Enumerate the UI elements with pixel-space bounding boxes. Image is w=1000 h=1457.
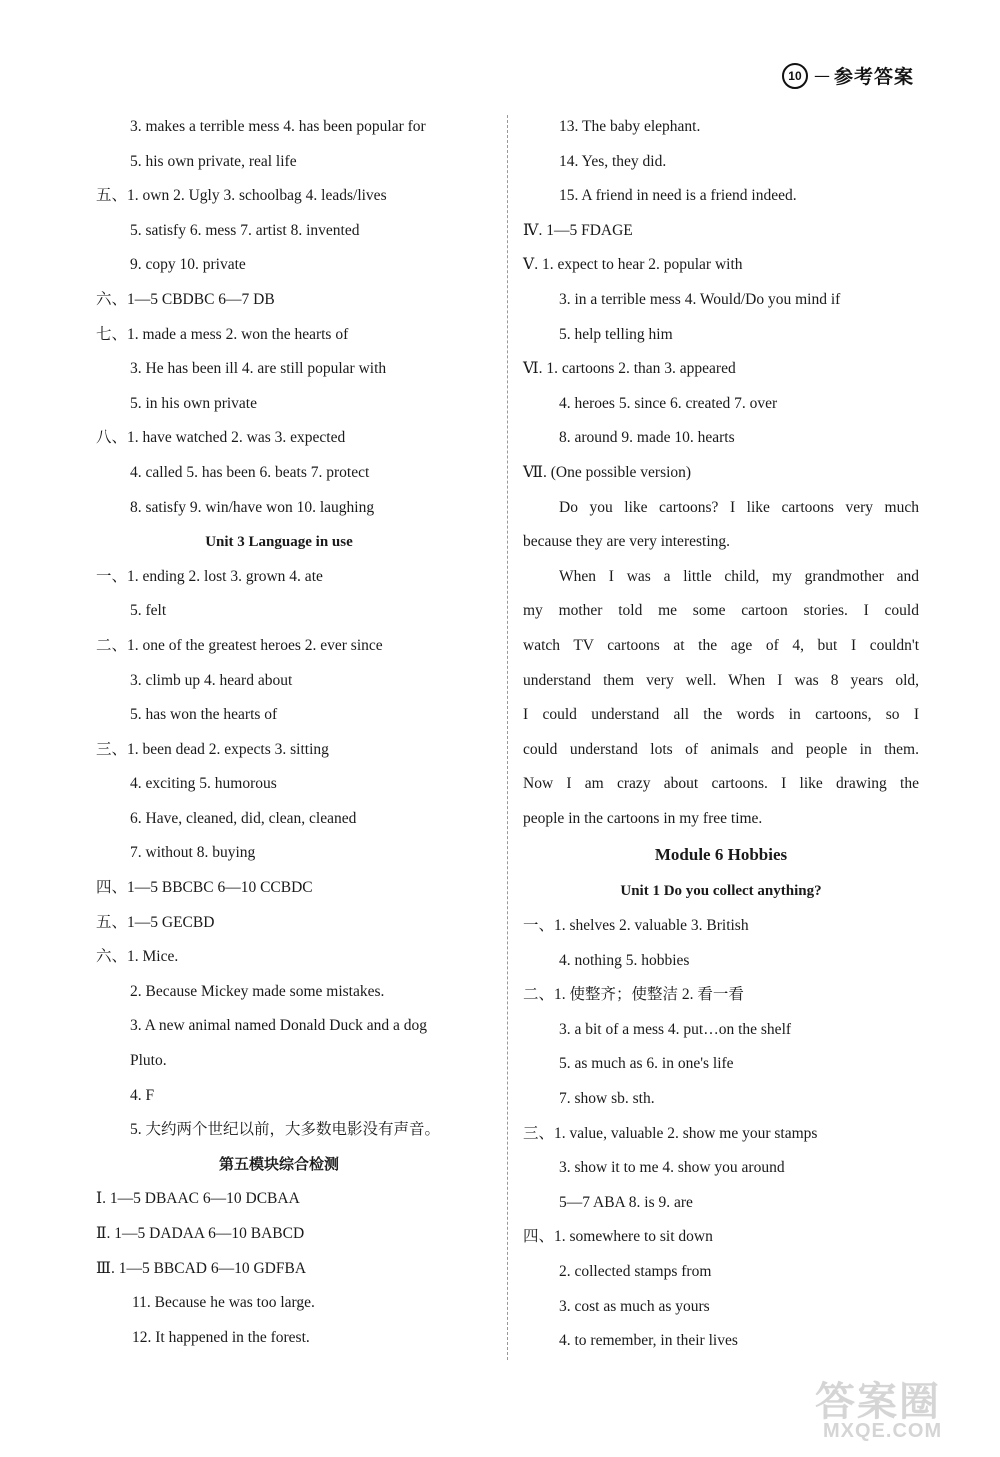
answer-line: 三、1. value, valuable 2. show me your stamps xyxy=(523,1124,818,1142)
answer-line: 7. show sb. sth. xyxy=(559,1090,655,1108)
answer-line: 4. nothing 5. hobbies xyxy=(559,951,690,969)
page-title: 参考答案 xyxy=(833,66,914,88)
answer-line: 13. The baby elephant. xyxy=(559,118,701,135)
watermark-logo xyxy=(785,1370,975,1450)
answer-line: Ⅵ. 1. cartoons 2. than 3. appeared xyxy=(523,360,736,378)
answer-line: 四、1. somewhere to sit down xyxy=(523,1228,713,1246)
answer-line: 一、1. shelves 2. valuable 3. British xyxy=(523,917,749,935)
answer-line: Do you like cartoons? I like cartoons very much xyxy=(559,498,919,516)
page-header xyxy=(782,62,914,89)
answer-line: 5. felt xyxy=(130,602,167,620)
answer-line: 2. Because Mickey made some mistakes. xyxy=(130,982,385,1000)
section-heading: 第五模块综合检测 xyxy=(218,1156,339,1173)
answer-line: 14. Yes, they did. xyxy=(559,152,667,170)
answer-line: 3. in a terrible mess 4. Would/Do you mind if xyxy=(559,290,841,308)
answer-line: 6. Have, cleaned, did, clean, cleaned xyxy=(130,809,357,827)
answer-line: 5—7 ABA 8. is 9. are xyxy=(559,1193,693,1211)
answer-line: 3. cost as much as yours xyxy=(559,1297,710,1315)
watermark-sub: MXQE.COM xyxy=(823,1420,943,1442)
answer-line: 15. A friend in need is a friend indeed. xyxy=(559,187,797,205)
answer-line: 5. satisfy 6. mess 7. artist 8. invented xyxy=(130,221,360,239)
left-column xyxy=(96,110,492,1355)
answer-line: 4. exciting 5. humorous xyxy=(130,775,277,793)
answer-line: could understand lots of animals and people in them. xyxy=(523,740,919,758)
answer-line: 4. to remember, in their lives xyxy=(559,1332,738,1350)
answer-line: 3. He has been ill 4. are still popular with xyxy=(130,360,387,378)
answer-line: 2. collected stamps from xyxy=(559,1263,712,1280)
answer-line: Pluto. xyxy=(130,1052,167,1070)
answer-line: understand them very well. When I was 8 years old, xyxy=(523,671,919,689)
section-heading: Unit 1 Do you collect anything? xyxy=(620,883,822,900)
answer-line: 一、1. ending 2. lost 3. grown 4. ate xyxy=(96,567,323,585)
answer-line: Ⅳ. 1—5 FDAGE xyxy=(523,221,633,239)
answer-line: because they are very interesting. xyxy=(523,533,731,551)
answer-line: Now I am crazy about cartoons. I like drawing the xyxy=(523,775,919,793)
answer-line: 5. in his own private xyxy=(130,394,257,412)
book-logo-icon: 10 xyxy=(782,63,808,89)
answer-line: Ⅰ. 1—5 DBAAC 6—10 DCBAA xyxy=(96,1190,300,1208)
answer-line: 8. satisfy 9. win/have won 10. laughing xyxy=(130,498,375,516)
answer-line: 5. help telling him xyxy=(559,325,673,343)
answer-line: Ⅴ. 1. expect to hear 2. popular with xyxy=(523,256,743,274)
column-divider xyxy=(507,115,508,1360)
answer-line: When I was a little child, my grandmother and xyxy=(559,567,919,585)
answer-line: 六、1—5 CBDBC 6—7 DB xyxy=(96,290,275,308)
answer-line: 3. climb up 4. heard about xyxy=(130,671,293,689)
answer-line: 4. F xyxy=(130,1086,155,1104)
answer-line: 六、1. Mice. xyxy=(96,948,179,966)
answer-line: 四、1—5 BBCBC 6—10 CCBDC xyxy=(96,879,313,897)
watermark-main: 答案圈 xyxy=(815,1379,941,1425)
answer-line: 8. around 9. made 10. hearts xyxy=(559,429,735,447)
answer-line: Ⅶ. (One possible version) xyxy=(523,463,692,481)
answer-line: 12. It happened in the forest. xyxy=(132,1328,310,1346)
answer-line: 七、1. made a mess 2. won the hearts of xyxy=(96,325,349,343)
answer-line: 5. as much as 6. in one's life xyxy=(559,1055,734,1073)
answer-line: 三、1. been dead 2. expects 3. sitting xyxy=(96,740,329,758)
answer-line: Ⅱ. 1—5 DADAA 6—10 BABCD xyxy=(96,1225,305,1242)
answer-line: 5. his own private, real life xyxy=(130,152,297,170)
answer-line: watch TV cartoons at the age of 4, but I couldn't xyxy=(523,636,919,654)
answer-line: 二、1. one of the greatest heroes 2. ever since xyxy=(96,636,383,654)
answer-line: 3. show it to me 4. show you around xyxy=(559,1159,785,1177)
answer-line: 9. copy 10. private xyxy=(130,256,246,274)
answer-line: 5. has won the hearts of xyxy=(130,706,278,724)
answer-line: people in the cartoons in my free time. xyxy=(523,809,763,827)
answer-line: 4. called 5. has been 6. beats 7. protect xyxy=(130,463,370,481)
right-column xyxy=(523,110,919,1359)
section-heading: Unit 3 Language in use xyxy=(205,534,353,551)
answer-line: 3. a bit of a mess 4. put…on the shelf xyxy=(559,1020,792,1038)
answer-line: 3. A new animal named Donald Duck and a dog xyxy=(130,1017,428,1035)
answer-line: 7. without 8. buying xyxy=(130,844,256,862)
answer-line: Ⅲ. 1—5 BBCAD 6—10 GDFBA xyxy=(96,1259,307,1277)
answer-line: I could understand all the words in cartoons, so I xyxy=(523,706,919,724)
answer-line: 3. makes a terrible mess 4. has been popular for xyxy=(130,118,426,135)
answer-line: 五、1—5 GECBD xyxy=(96,913,215,931)
header-dash: — xyxy=(813,66,828,85)
answer-line: 11. Because he was too large. xyxy=(132,1294,315,1312)
answer-line: my mother told me some cartoon stories. I could xyxy=(523,602,919,620)
answer-line: 5. 大约两个世纪以前，大多数电影没有声音。 xyxy=(130,1121,441,1139)
answer-line: 五、1. own 2. Ugly 3. schoolbag 4. leads/lives xyxy=(96,187,387,205)
answer-line: 二、1. 使整齐；使整洁 2. 看一看 xyxy=(523,986,744,1004)
section-heading: Module 6 Hobbies xyxy=(654,845,788,865)
answer-line: 4. heroes 5. since 6. created 7. over xyxy=(559,394,778,412)
answer-line: 八、1. have watched 2. was 3. expected xyxy=(96,429,346,447)
